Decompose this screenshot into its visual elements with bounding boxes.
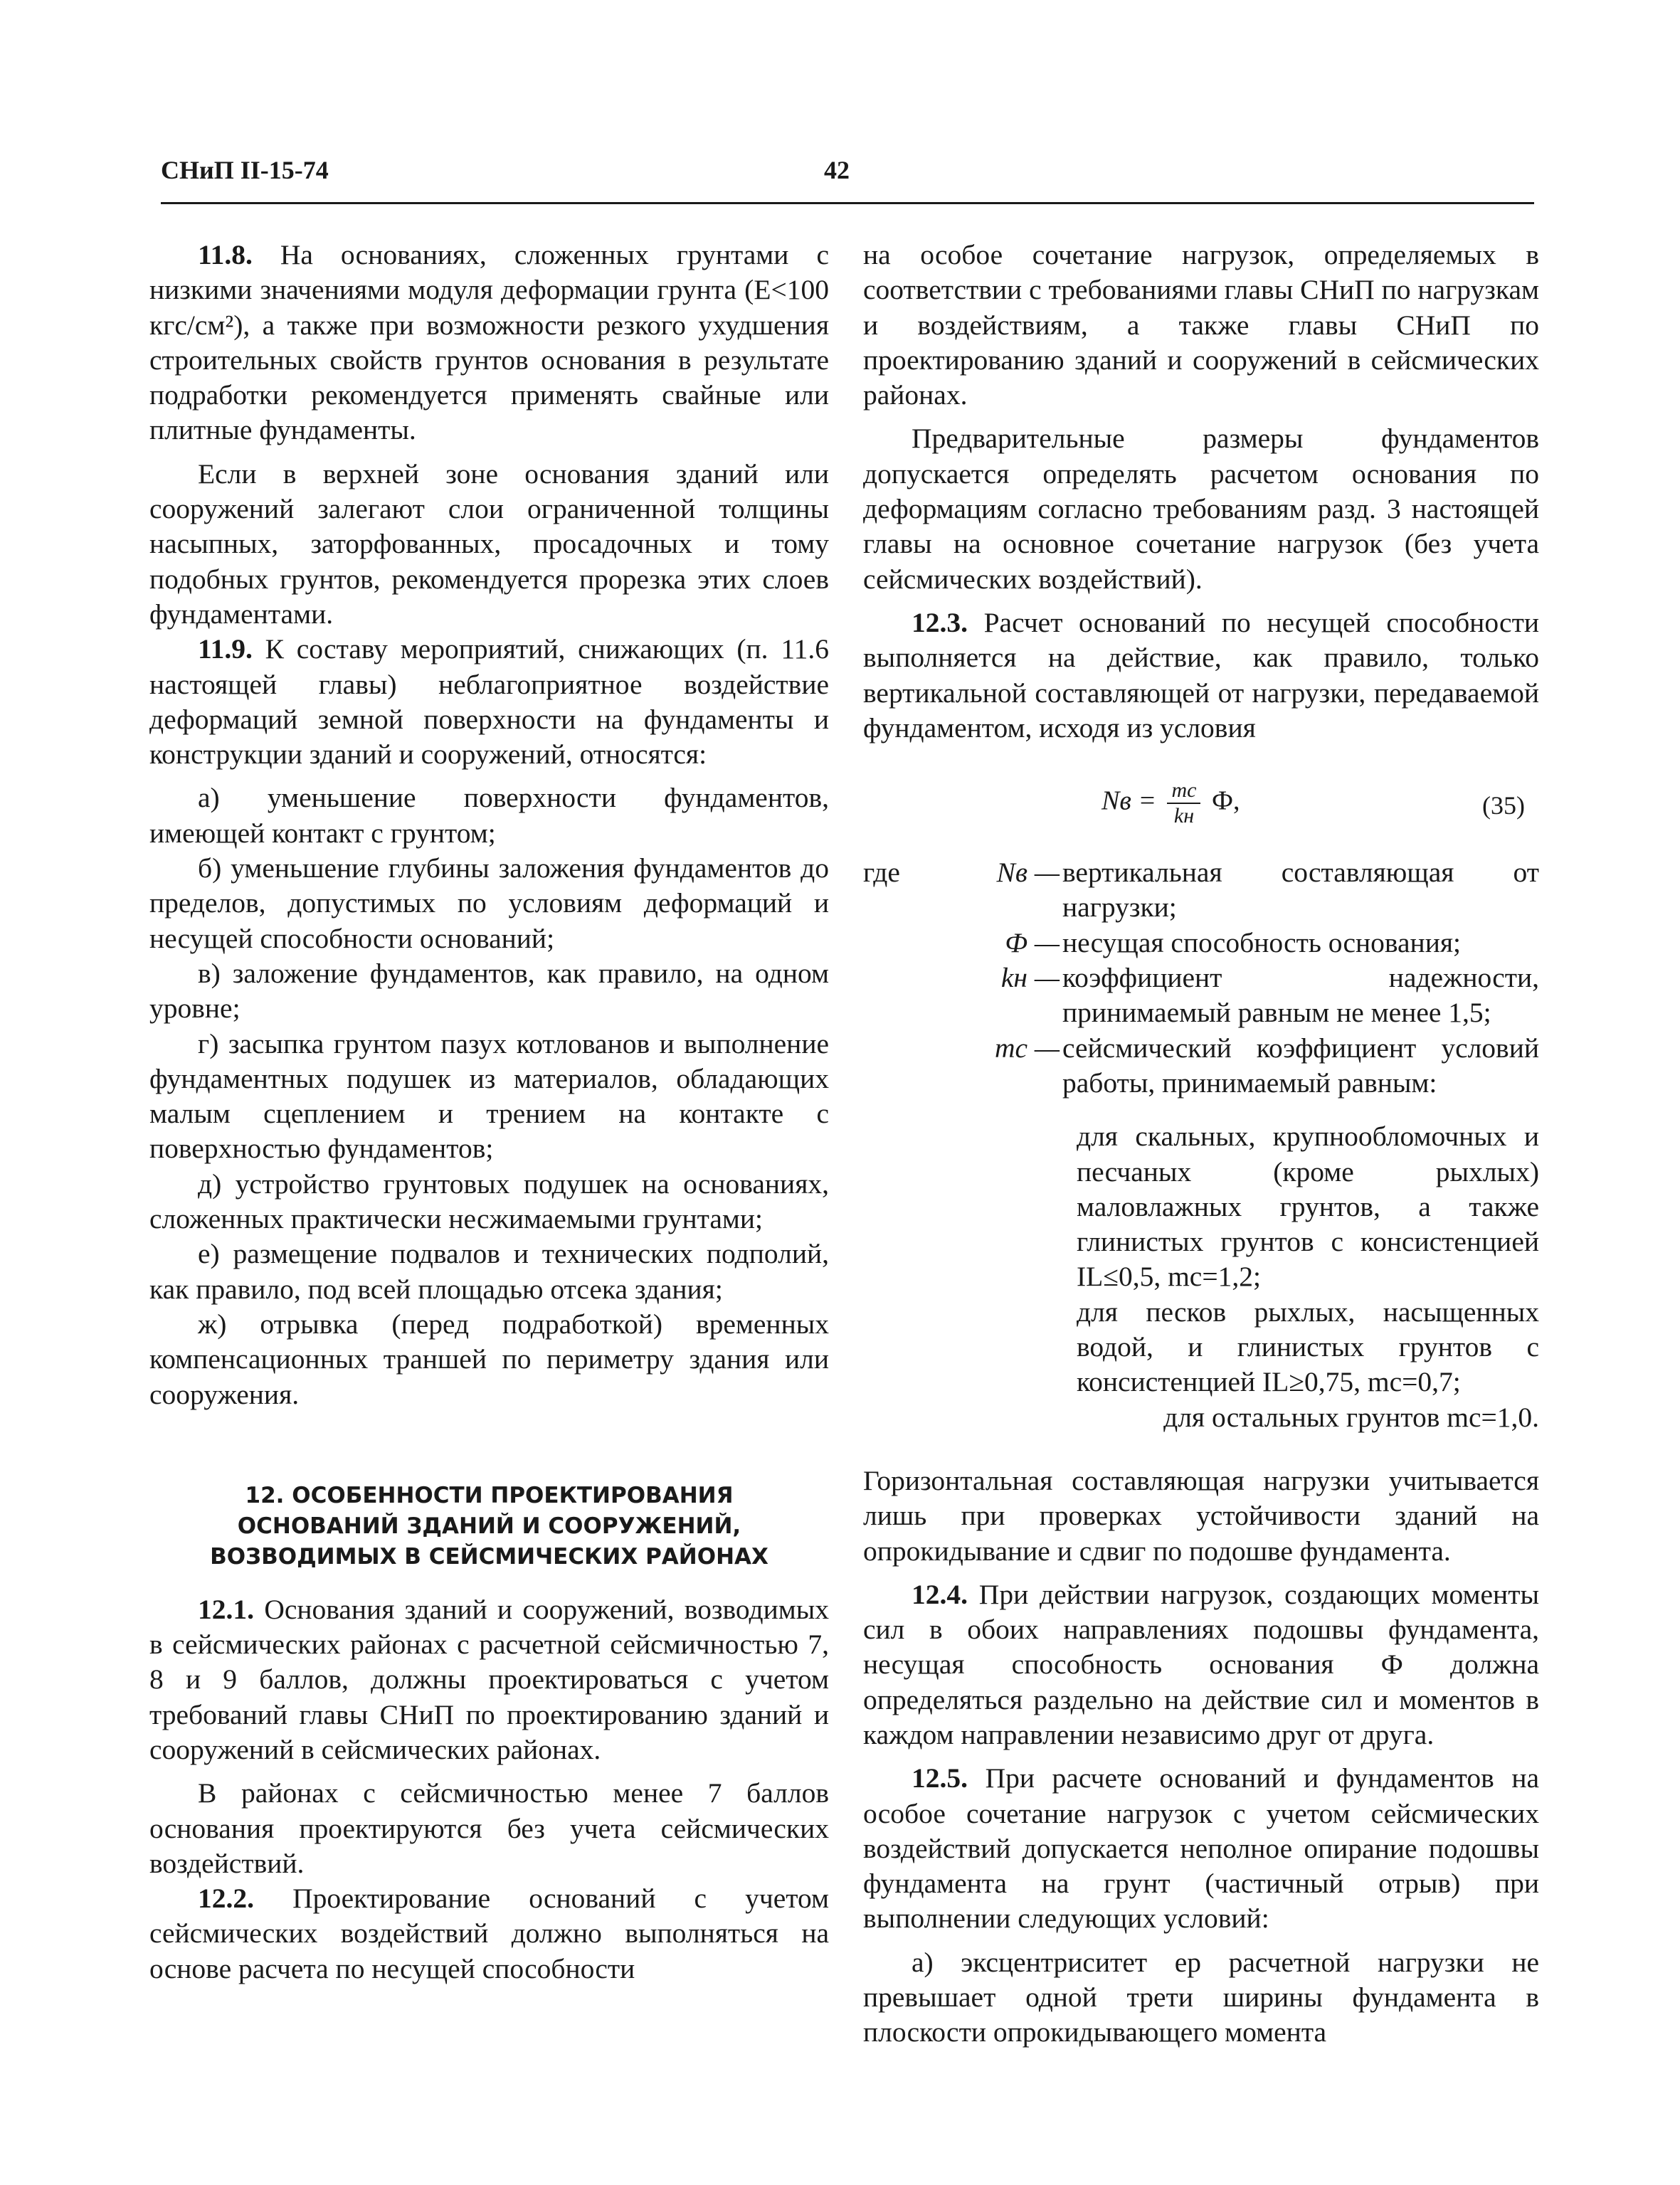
list-item: в) заложение фундаментов, как правило, на одном уровне; bbox=[149, 957, 829, 1025]
paragraph-12-3: 12.3. Расчет оснований по несущей способности выполняется на действие, как правило, только вертикальной составляющей от нагрузки, передаваемой фундаментом, исходя из условия bbox=[863, 606, 1539, 744]
definition-row: где Nв — вертикальная составляющая от нагрузки; bbox=[863, 857, 1539, 924]
list-item: б) уменьшение глубины заложения фундаментов до пределов, допустимых по условиям деформаций и несущей способности оснований; bbox=[149, 852, 829, 954]
paragraph-12-1-b: В районах с сейсмичностью менее 7 баллов основания проектируются без учета сейсмических воздействий. bbox=[149, 1777, 829, 1879]
case-item: для остальных грунтов mс=1,0. bbox=[1163, 1401, 1539, 1433]
list-item: а) уменьшение поверхности фундаментов, имеющей контакт с грунтом; bbox=[149, 782, 829, 849]
right-column bbox=[863, 238, 1539, 2051]
paragraph-12-1: 12.1. Основания зданий и сооружений, возводимых в сейсмических районах с расчетной сейсмичностью 7, 8 и 9 баллов, должны проектироваться с учетом требований главы СНиП по проектированию зданий и сооружений в сейсмических районах. bbox=[149, 1593, 829, 1765]
paragraph-12-2-continued: на особое сочетание нагрузок, определяемых в соответствии с требованиями главы СНиП по нагрузкам и воздействиям, а также главы СНиП по проектированию зданий и сооружений в сейсмических районах. bbox=[863, 239, 1539, 411]
section-heading: 12. ОСОБЕННОСТИ ПРОЕКТИРОВАНИЯ ОСНОВАНИЙ ЗДАНИЙ И СООРУЖЕНИЙ, ВОЗВОДИМЫХ В СЕЙСМИЧЕСКИХ РАЙОНАХ bbox=[210, 1482, 768, 1570]
fraction: $\frac{mс}{kн}$ bbox=[1167, 778, 1200, 828]
document-code: СНиП II-15-74 bbox=[161, 156, 329, 184]
formula-body: Nв = $\frac{mс}{kн}$ Ф, bbox=[1101, 778, 1240, 828]
page-number: 42 bbox=[824, 156, 850, 184]
formula-35 bbox=[863, 758, 1539, 844]
paragraph-12-4: 12.4. При действии нагрузок, создающих моменты сил в обоих направлениях подошвы фундамента, несущая способность основания Ф должна определяться раздельно на действие сил и моментов в каждом направлении независимо друг от друга. bbox=[863, 1578, 1539, 1750]
paragraph-horizontal-load: Горизонтальная составляющая нагрузки учитывается лишь при проверках устойчивости зданий на опрокидывание и сдвиг по подошве фундамента. bbox=[863, 1464, 1539, 1567]
list-item: д) устройство грунтовых подушек на основаниях, сложенных практически несжимаемыми грунтами; bbox=[149, 1168, 829, 1235]
paragraph-12-2-b: Предварительные размеры фундаментов допускается определять расчетом основания по деформациям согласно требованиям разд. 3 настоящей главы на основное сочетание нагрузок (без учета сейсмических воздействий). bbox=[863, 423, 1539, 595]
list-item: г) засыпка грунтом пазух котлованов и выполнение фундаментных подушек из материалов, обладающих малым сцеплением и трением на контакте с поверхностью фундаментов; bbox=[149, 1027, 829, 1165]
list-item: е) размещение подвалов и технических подполий, как правило, под всей площадью отсека здания; bbox=[149, 1238, 829, 1305]
header-rule bbox=[161, 202, 1534, 204]
list-item: ж) отрывка (перед подработкой) временных компенсационных траншей по периметру здания или сооружения. bbox=[149, 1308, 829, 1410]
definition-row: mс — сейсмический коэффициент условий работы, принимаемый равным: bbox=[994, 1032, 1539, 1099]
paragraph-11-9: 11.9. К составу мероприятий, снижающих (п. 11.6 настоящей главы) неблагоприятное воздействие деформаций земной поверхности на фундаменты и конструкции зданий и сооружений, относятся: bbox=[149, 633, 829, 771]
paragraph-11-8: 11.8. На основаниях, сложенных грунтами с низкими значениями модуля деформации грунта (E<100 кгс/см²), а также при возможности резкого ухудшения строительных свойств грунтов основания в результате подработки рекомендуется применять свайные или плитные фундаменты. bbox=[149, 239, 829, 446]
paragraph-11-8-b: Если в верхней зоне основания зданий или сооружений залегают слои ограниченной толщины насыпных, заторфованных, просадочных и тому подобных грунтов, рекомендуется прорезка этих слоев фундаментами. bbox=[149, 457, 829, 630]
definition-row: kн — коэффициент надежности, принимаемый равным не менее 1,5; bbox=[1000, 962, 1539, 1029]
paragraph-12-5: 12.5. При расчете оснований и фундаментов на особое сочетание нагрузок с учетом сейсмических воздействий допускается неполное опирание подошвы фундамента на грунт (частичный отрыв) при выполнении следующих условий: bbox=[863, 1762, 1540, 1935]
left-column bbox=[149, 238, 829, 1986]
paragraph-12-2: 12.2. Проектирование оснований с учетом сейсмических воздействий должно выполняться на основе расчета по несущей способности bbox=[149, 1883, 830, 1984]
case-item: для скальных, крупнообломочных и песчаных (кроме рыхлых) маловлажных грунтов, а также глинистых грунтов с консистенцией IL≤0,5, mс=1,2; bbox=[1077, 1121, 1539, 1293]
page-header bbox=[161, 155, 1534, 191]
coefficient-cases bbox=[1077, 1119, 1539, 1435]
formula-number: (35) bbox=[1482, 791, 1525, 820]
symbol-definitions bbox=[863, 855, 1539, 1101]
definition-row: Ф — несущая способность основания; bbox=[1005, 926, 1461, 958]
case-item: для песков рыхлых, насыщенных водой, и глинистых грунтов с консистенцией IL≥0,75, mс=0,7; bbox=[1077, 1296, 1539, 1398]
paragraph-12-5-a: а) эксцентриситет eр расчетной нагрузки не превышает одной трети ширины фундамента в плоскости опрокидывающего момента bbox=[863, 1946, 1539, 2048]
